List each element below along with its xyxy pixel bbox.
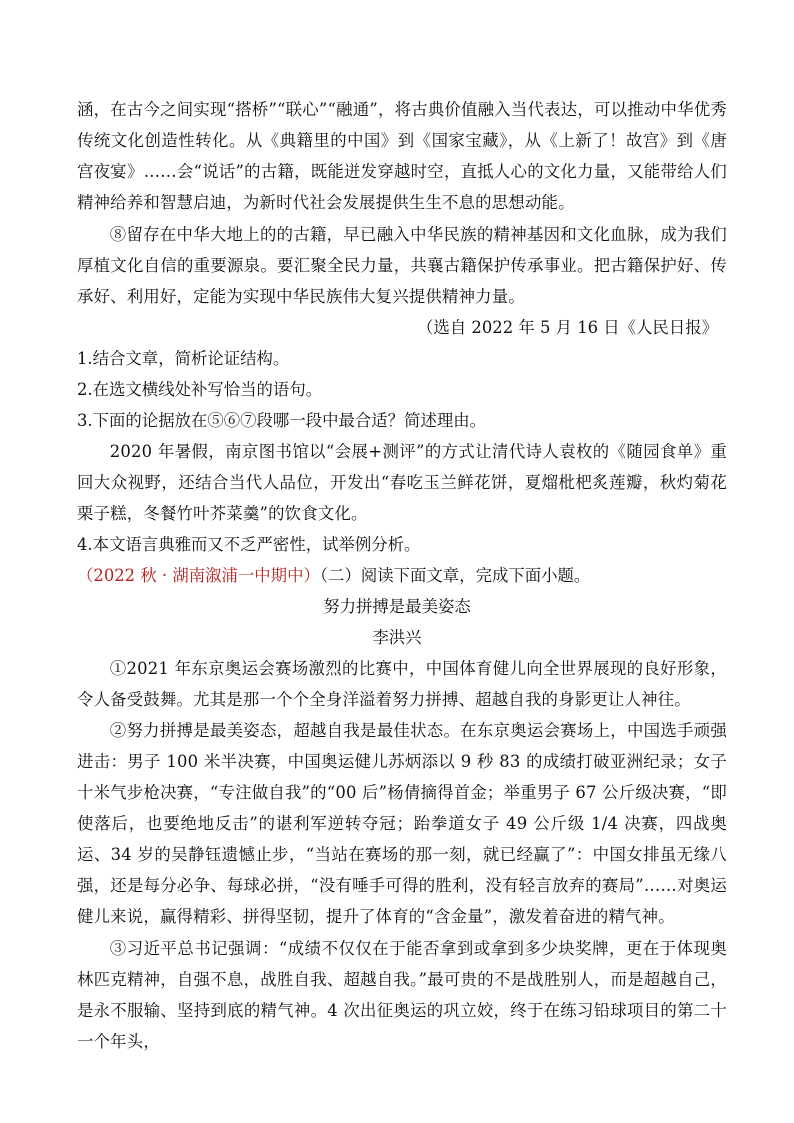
article-author: 李洪兴 xyxy=(372,628,422,647)
article-paragraph-2: ②努力拼搏是最美姿态，超越自我是最佳状态。在东京奥运会赛场上，中国选手顽强进击：男子 100 米半决赛，中国奥运健儿苏炳添以 9 秒 83 的成绩打破亚洲纪录；女子十米气步枪决赛，“专注做自我”的“00 后”杨倩摘得首金；举重男子 67 公斤级决赛，“即使落后，也要绝地反击”的谌利军逆转夺冠；跆拳道女子 49 公斤级 1/4 决赛，四战奥运、34 岁的吴静钰遗憾止步，“当站在赛场的那一刻，就已经赢了”：中国女排虽无缘八强，还是每分必争、每球必拼，“没有唾手可得的胜利，没有轻言放弃的赛局”……对奥运健儿来说，赢得精彩、拼得坚韧，提升了体育的“含金量”，激发着奋进的精气神。 xyxy=(77,721,727,926)
question-1: 1.结合文章，简析论证结构。 xyxy=(77,349,290,368)
article-paragraph-1: ①2021 年东京奥运会赛场激烈的比赛中，中国体育健儿向全世界展现的良好形象，令人备受鼓舞。尤其是那一个个全身洋溢着努力拼搏、超越自我的身影更让人神往。 xyxy=(77,659,727,709)
article-title: 努力拼搏是最美姿态 xyxy=(323,597,471,616)
passage-continuation: 涵，在古今之间实现“搭桥”“联心”“融通”，将古典价值融入当代表达，可以推动中华优秀传统文化创造性转化。从《典籍里的中国》到《国家宝藏》，从《上新了！故宫》到《唐宫夜宴》……会“说话”的古籍，既能迸发穿越时空，直抵人心的文化力量，又能带给人们精神给养和智慧启迪，为新时代社会发展提供生生不息的思想动能。 xyxy=(77,100,727,212)
section-intro: （二）阅读下面文章，完成下面小题。 xyxy=(319,566,591,585)
question-3: 3.下面的论据放在⑤⑥⑦段哪一段中最合适？简述理由。 xyxy=(77,411,487,430)
exam-source-tag: （2022 秋 · 湖南溆浦一中期中） xyxy=(77,566,320,585)
paragraph-8: ⑧留存在中华大地上的的古籍，早已融入中华民族的精神基因和文化血脉，成为我们厚植文化自信的重要源泉。要汇聚全民力量，共襄古籍保护传承事业。把古籍保护好、传承好、利用好，定能为实现中华民族伟大复兴提供精神力量。 xyxy=(77,225,727,306)
source-citation: （选自 2022 年 5 月 16 日《人民日报》 xyxy=(417,318,718,337)
question-4: 4.本文语言典雅而又不乏严密性，试举例分析。 xyxy=(77,535,421,554)
question-3-material: 2020 年暑假，南京图书馆以“会展+测评”的方式让清代诗人袁枚的《随园食单》重回大众视野，还结合当代人品位，开发出“春吃玉兰鲜花饼，夏熘枇杷炙莲瓣，秋灼菊花栗子糕，冬餐竹叶芥菜羹”的饮食文化。 xyxy=(77,442,727,523)
article-paragraph-3: ③习近平总书记强调：“成绩不仅仅在于能否拿到或拿到多少块奖牌，更在于体现奥林匹克精神，自强不息，战胜自我、超越自我。”最可贵的不是战胜别人，而是超越自己，是永不服输、坚持到底的精气神。4 次出征奥运的巩立姣，终于在练习铅球项目的第二十一个年头， xyxy=(77,939,727,1051)
section-header xyxy=(77,560,590,591)
question-2: 2.在选文横线处补写恰当的语句。 xyxy=(77,380,323,399)
